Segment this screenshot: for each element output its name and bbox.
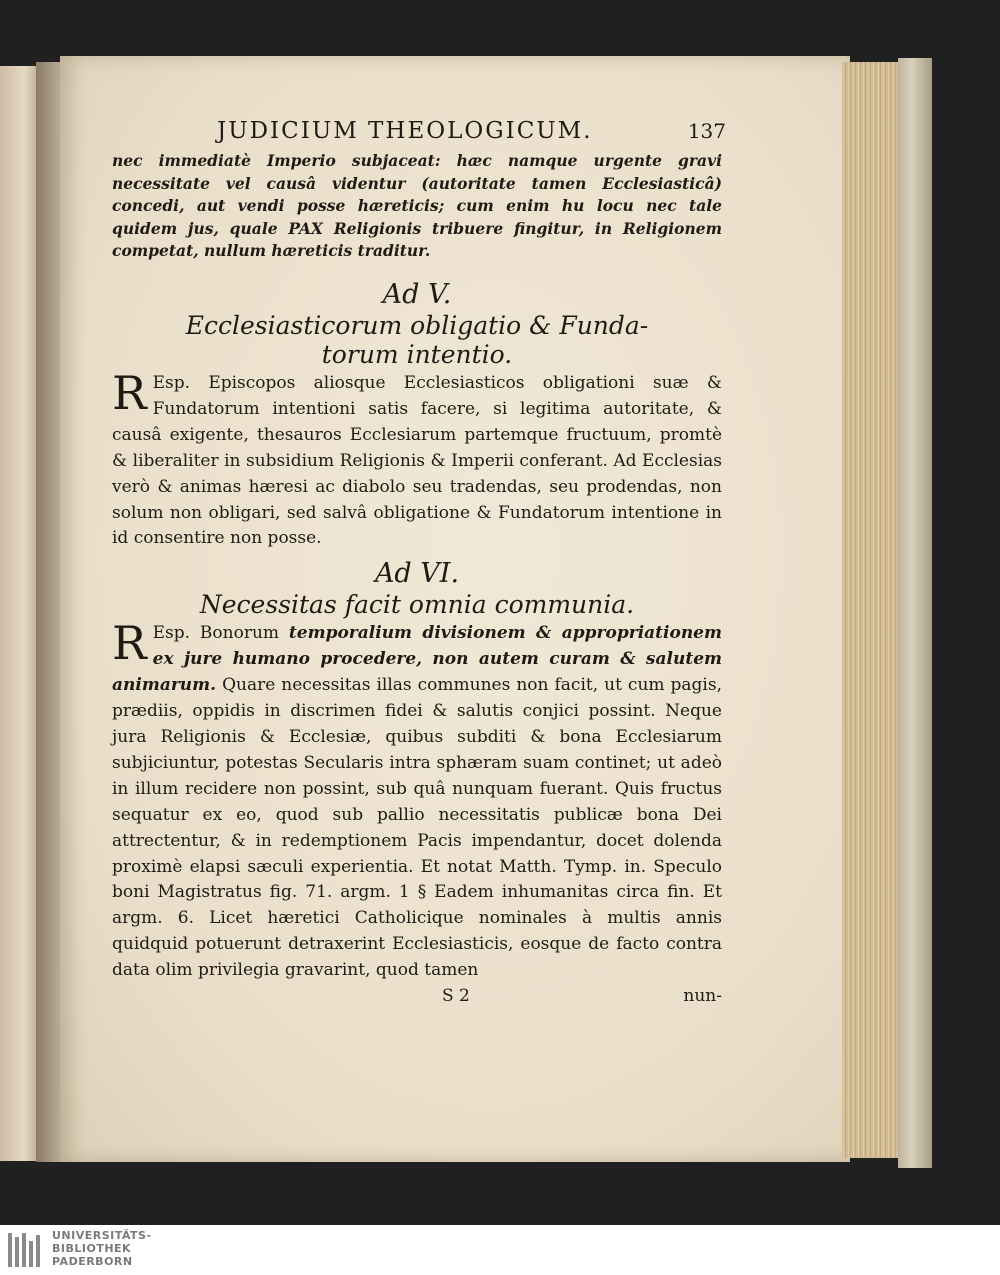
catchword: nun- <box>683 986 722 1007</box>
section-5-paragraph <box>112 366 722 552</box>
library-name-line-1: UNIVERSITÄTS- <box>52 1229 152 1242</box>
running-head <box>217 118 726 150</box>
section-5-title-line-2: torum intentio. <box>321 340 513 369</box>
library-name-line-3: PADERBORN <box>52 1255 133 1268</box>
library-logo-icon <box>6 1231 44 1269</box>
intro-italic-paragraph: nec immediatè Imperio subjaceat: hæc namque urgente gravi necessitate vel causâ videntur (autoritate tamen Ecclesiasticâ) concedi, aut vendi posse hæreticis; cum enim hu locu nec tale quidem jus, quale PAX Religionis tribuere fingitur, in Religionem competat, nullum hæreticis traditur. <box>112 151 722 261</box>
section-5-initial: R <box>112 366 147 420</box>
section-6-lead: Esp. Bonorum <box>152 623 289 644</box>
section-5-body: Esp. Episcopos aliosque Ecclesiasticos obligationi suæ & Fundatorum intentioni satis facere, si legitima autoritate, & causâ exigente, thesauros Ecclesiarum partemque fructuum, promtè & liberaliter in subsidium Religionis & Imperii conferant. Ad Ecclesias verò & animas hæresi ac diabolo seu tradendas, seu prodendas, non solum non obligari, sed salvâ obligatione & Fundatorum intentione in id consentire non posse. <box>112 373 722 549</box>
section-6-heading: Ad VI. <box>374 558 460 590</box>
library-name <box>52 1229 152 1268</box>
section-6-body: Quare necessitas illas communes non facit, ut cum pagis, prædiis, oppidis in discrimen fidei & salutis conjici possint. Neque jura Religionis & Ecclesiæ, quibus subditi & bona Ecclesiarum subjiciuntur, potestas Secularis intra sphæram suam continet; ut adeò in illum recidere non possint, sub quâ nunquam fuerant. Quis fructus sequatur ex eo, quod sub pallio necessitatis publicæ bona Dei attrectentur, & in redemptionem Pacis impendantur, docet dolenda proximè elapsi sæculi experientia. Et notat Matth. Tymp. in. Speculo boni Magistratus fig. 71. argm. 1 § Eadem inhumanitas circa fin. Et argm. 6. Licet hæretici Catholicique nominales à multis annis quidquid potuerunt detraxerint Ecclesiasticis, eosque de facto contra data olim privilegia gravarint, quod tamen <box>112 675 722 981</box>
section-5-heading: Ad V. <box>382 279 452 310</box>
page-edges <box>842 62 906 1158</box>
section-6-paragraph <box>112 616 722 984</box>
page-number: 137 <box>687 119 726 143</box>
running-head-title: JUDICIUM THEOLOGICUM. <box>217 118 593 144</box>
library-footer <box>0 1225 1000 1275</box>
section-5-title-line-1: Ecclesiasticorum obligatio & Funda- <box>185 311 649 340</box>
library-name-line-2: BIBLIOTHEK <box>52 1242 132 1255</box>
section-6-italic-part: temporalium divisionem & appropriationem ex jure humano procedere, non autem curam & salutem animarum. <box>112 623 722 696</box>
signature-mark: S 2 <box>442 986 470 1007</box>
page-text <box>112 118 726 1007</box>
left-page-edge <box>0 66 40 1161</box>
catchline <box>112 986 722 1006</box>
section-6-title: Necessitas facit omnia communia. <box>199 590 635 620</box>
section-6-initial: R <box>112 616 147 671</box>
book-cover <box>898 58 932 1168</box>
